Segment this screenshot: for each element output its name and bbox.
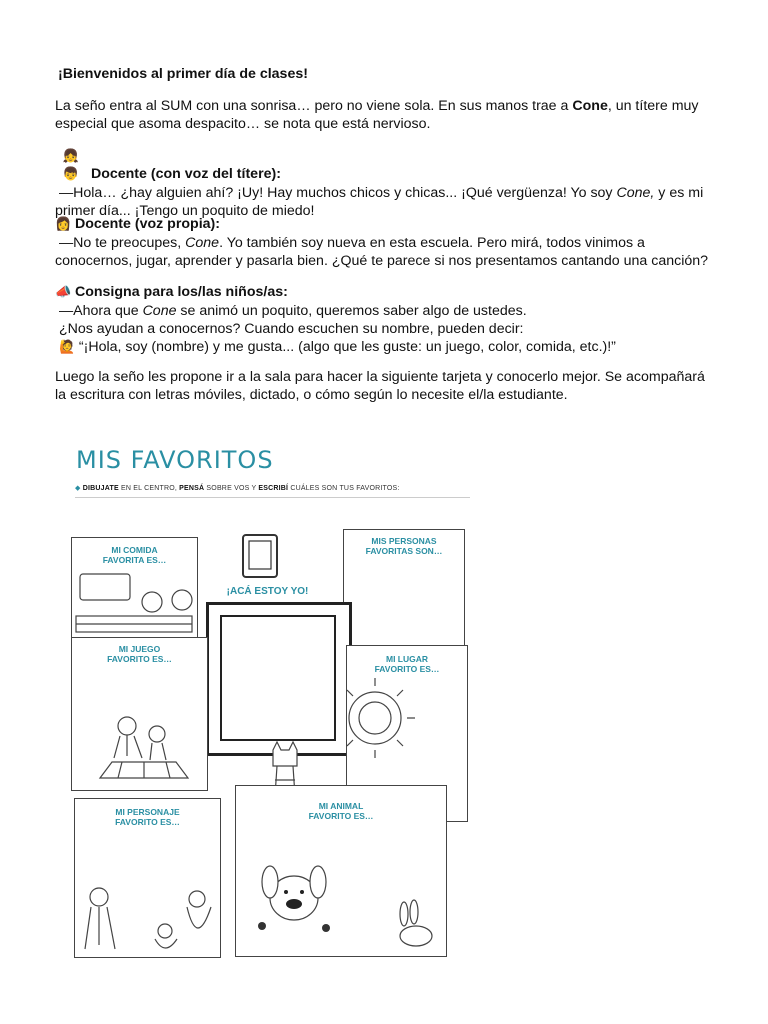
document-title: ¡Bienvenidos al primer día de clases! <box>58 66 308 82</box>
card-favorite-game: MI JUEGO FAVORITO ES… <box>71 637 208 791</box>
self-portrait-frame <box>206 602 352 756</box>
section-instructions: 📣 Consigna para los/las niños/as: —Ahora que Cone se animó un poquito, queremos saber algo de ustedes. ¿Nos ayudan a conocernos? Cuando escuchen su nombre, pueden decir: 🙋 “¡Hola, soy (nombre) y me gusta... (algo que les guste: un juego, color, comida, etc.)!” <box>55 284 616 355</box>
me-here-label: ¡ACÁ ESTOY YO! <box>226 586 309 597</box>
kids-emoji-icon: 👧👦 <box>62 149 80 182</box>
section-heading: Consigna para los/las niños/as: <box>74 284 288 300</box>
dog-and-rabbit-illustration <box>236 786 446 956</box>
section-puppet-voice: 👧👦 Docente (con voz del títere): —Hola… ¿hay alguien ahí? ¡Uy! Hay muchos chicos y chicas... ¡Qué vergüenza! Yo soy Cone, y es mi primer día... ¡Tengo un poquito de miedo! <box>55 149 704 219</box>
favorites-worksheet <box>60 440 480 960</box>
hopscotch-illustration <box>72 638 207 790</box>
card-favorite-food: MI COMIDA FAVORITA ES… <box>71 537 198 639</box>
card-favorite-people: MIS PERSONAS FAVORITAS SON… <box>343 529 465 647</box>
closing-paragraph: Luego la seño les propone ir a la sala para hacer la siguiente tarjeta y conocerlo mejor. Se acompañará la escritura con letras móviles, dictado, o cómo según lo necesite el/la estudiante. <box>55 369 705 403</box>
characters-illustration <box>75 799 220 957</box>
teacher-emoji-icon: 👩 <box>55 217 72 232</box>
divider <box>75 497 470 498</box>
section-heading: Docente (voz propia): <box>74 216 220 232</box>
card-favorite-place: MI LUGAR FAVORITO ES… <box>346 645 468 822</box>
worksheet-instructions: ◆ DIBUJATE EN EL CENTRO, PENSÁ SOBRE VOS Y ESCRIBÍ CUÁLES SON TUS FAVORITOS: <box>75 485 400 492</box>
intro-paragraph: La seño entra al SUM con una sonrisa… pero no viene sola. En sus manos trae a Cone, un títere muy especial que asoma despacito… se nota que está nervioso. <box>55 98 699 132</box>
kids-eating-illustration <box>72 538 197 638</box>
megaphone-emoji-icon: 📣 <box>55 285 72 300</box>
card-favorite-animal: MI ANIMAL FAVORITO ES… <box>235 785 447 957</box>
section-teacher-voice: 👩 Docente (voz propia): —No te preocupes, Cone. Yo también soy nueva en esta escuela. Pero mirá, todos vinimos a conocernos, jugar, aprender y pasarla bien. ¿Qué te parece si nos presentamos cantando una canción? <box>55 216 709 269</box>
worksheet-title: MIS FAVORITOS <box>76 446 274 474</box>
section-heading: Docente (con voz del títere): <box>90 166 281 182</box>
raising-hand-emoji-icon: 🙋 <box>58 340 76 355</box>
card-favorite-character: MI PERSONAJE FAVORITO ES… <box>74 798 221 958</box>
picture-frame-icon <box>240 532 280 580</box>
